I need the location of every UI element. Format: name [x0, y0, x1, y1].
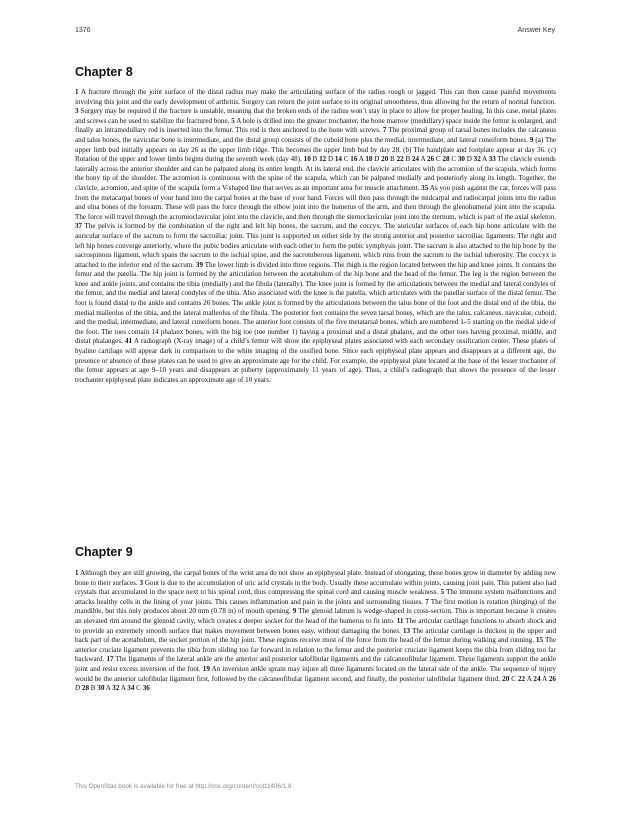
answer-text: A: [420, 155, 426, 164]
answer-item: [304, 155, 318, 163]
answer-text: A: [358, 155, 364, 164]
answer-text: A hole is drilled into the greater trochanter, the bone marrow (medullary) space inside the femur is enlarged, and finally an intramedullary rod is inserted into the femur. This rod is then anchored to the bone with screws.: [75, 116, 556, 135]
answer-item: [75, 88, 556, 106]
running-header-title: Answer Key: [517, 27, 555, 34]
answer-text: C: [451, 155, 457, 164]
answer-item: [533, 675, 546, 683]
answer-item: [442, 155, 456, 163]
answer-number: 24: [533, 674, 541, 683]
answer-text: Surgery may be required if the fracture is unstable, meaning that the broken ends of the radius won’t stay in place to allow for proper healing. In this case, metal plates and screws can be used to stabilize the fractured bone.: [75, 107, 556, 125]
answer-text: The pelvis is formed by the combination of the right and left hip bones, the sacrum, and the coccyx. The auricular surfaces of each hip bone articulate with the auricular surface of the sacrum to form the sacroiliac joint. This joint is supported on either side by the strong anterior and posterior sacroiliac ligaments. The right and left hip bones converge anteriorly, where the pubic bodies articulate with each other to form the pubic symphysis joint. The sacrum is also attached to the hip bone by the sacrospinous ligament, which spans the sacrum to the ischial spine, and the sacrotuberous ligament, which runs from the sacrum to the ischial tuberosity. The coccyx is attached to the inferior end of the sacrum.: [75, 222, 556, 269]
answer-text: A: [120, 684, 126, 693]
answer-text: (a) The upper limb bud initially appears on day 26 as the upper limb ridge. This becomes the upper limb bud by day 28. (b) The handplate and footplate appear at day 36. (c) Rotation of the upper and lower limbs begins during the seventh week (day 48).: [75, 135, 557, 164]
answer-number: 3: [75, 107, 79, 116]
answer-number: 30: [457, 155, 465, 164]
chapter-9-title: Chapter 9: [75, 545, 133, 559]
answer-number: 17: [106, 655, 114, 664]
answer-item: [112, 684, 125, 692]
answer-number: 14: [334, 155, 342, 164]
answer-text: The anterior cruciate ligament prevents the tibia from sliding too far forward in relation to the femur and the posterior cruciate ligament keeps the tibia from sliding too far backward.: [75, 636, 556, 664]
answer-number: 32: [112, 684, 120, 693]
answer-number: 35: [421, 183, 429, 192]
answer-item: [427, 155, 441, 163]
answer-number: 13: [402, 626, 411, 635]
answer-item: [335, 155, 349, 163]
answer-number: 26: [427, 155, 435, 164]
answer-number: 5: [440, 588, 445, 597]
answer-item: [350, 155, 363, 163]
answer-text: As you push against the car, forces will pass from the metacarpal bones of your hand into the carpal bones at the base of your hand. Forces will then pass through the midcarpal and radiocarpal joints into the radius and ulna bones of the forearm. These will pass the force through the elbow joint into the humerus of the arm, and then through the glenohumeral joint into the scapula. The force will travel through the acromioclavicular joint into the clavicle, and then through the sternoclavicular joint into the sternum, which is part of the axial skeleton.: [75, 183, 556, 221]
answer-number: 12: [319, 155, 327, 164]
answer-text: Gout is due to the accumulation of uric acid crystals in the body. Usually these accumulate within joints, causing joint pain. This patient also had crystals that accumulated in the space next to his spinal cord, thus compressing the spinal cord and causing muscle weakness.: [75, 578, 557, 597]
answer-item: [458, 155, 472, 163]
answer-text: D: [327, 155, 334, 164]
answer-number: 11: [396, 616, 404, 625]
answer-text: The first motion is rotation (hinging) of the mandible, but this only produces about 20 mm (0.78 in) of mouth opening.: [75, 597, 556, 616]
answer-text: A fracture through the joint surface of the distal radius may make the articulating surface of the radius rough or jagged. This can then cause painful movements involving this joint and the early development of arthritis. Surgery can return the joint surface to its original smoothness, thus allowing for the return of normal function.: [75, 88, 556, 106]
answer-text: A: [105, 684, 111, 693]
answer-text: A: [482, 155, 487, 164]
answer-number: 1: [75, 569, 79, 577]
answer-text: The lower limb is divided into three regions. The thigh is the region located between the hip and knee joints. It contains the femur and the patella. The hip joint is formed by the articulation between the acetabulum of the hip bone and the head of the femur. The leg is the region between the knee and ankle joints, and contains the tibia (medially) and the fibula (laterally). The knee joint is formed by the articulations between the medial and lateral condyles of the femur, and the medial and lateral condyles of the tibia. Also associated with the knee is the patella, which articulates with the patellar surface of the distal femur. The foot is found distal to the ankle and contains 26 bones. The ankle joint is formed by the articulations between the talus bone of the foot and the distal end of the tibia, the medial malleolus of the tibia, and the lateral malleolus of the fibula. The posterior foot contains the seven tarsal bones, which are the talus, calcaneus, navicular, cuboid, and the medial, intermediate, and lateral cuneiform bones. The anterior foot consists of the five metatarsal bones, which are numbered 1–5 starting on the medial side of the foot. The toes contain 14 phalanx bones, with the big toe (toe number 1) having a proximal and a distal phalanx, and the other toes having proximal, middle, and distal phalanges.: [75, 260, 556, 346]
page-header: [75, 27, 555, 39]
answer-number: 33: [488, 155, 496, 164]
answer-number: 10: [303, 155, 311, 164]
answer-item: [397, 155, 411, 163]
answer-number: 19: [202, 664, 210, 673]
answer-number: 28: [81, 684, 89, 693]
answer-number: 18: [365, 155, 373, 164]
answer-item: [82, 684, 96, 692]
answer-text: C: [435, 155, 441, 164]
answer-number: 20: [502, 674, 510, 683]
answer-number: 28: [442, 155, 450, 164]
page-number: 1376: [75, 27, 91, 34]
answer-item: [474, 155, 487, 163]
answer-item: [381, 155, 395, 163]
answer-item: [365, 155, 379, 163]
answer-number: 16: [350, 155, 358, 164]
answer-text: An inversion ankle sprain may injure all three ligaments located on the lateral side of the ankle. The sequence of injury would be the anterior talofibular ligament first, followed by the calcaneofibular ligament second, and finally, the posterior talofibular ligament third.: [75, 664, 556, 683]
answer-number: 26: [548, 674, 556, 683]
chapter-9-answers: [75, 569, 556, 694]
answer-number: 3: [139, 578, 144, 587]
answer-item: [518, 675, 531, 683]
answer-item: [97, 684, 110, 692]
answer-text: The immune system malfunctions and attacks healthy cells in the lining of your joints. This causes inflammation and pain in the joints and surrounding tissues.: [75, 588, 556, 606]
answer-number: 22: [396, 155, 404, 164]
answer-number: 39: [195, 260, 203, 269]
answer-number: 9: [529, 135, 534, 144]
answer-item: [502, 675, 516, 683]
answer-text: The clavicle extends laterally across the anterior shoulder and can be palpated along its entire length. At its lateral end, the clavicle articulates with the acromion of the scapula, which forms the bony tip of the shoulder. The acromion is continuous with the spine of the scapula, which can be palpated medially and posteriorly along its length. Together, the clavicle, acromion, and spine of the scapula form a V-shaped line that serves as an important area for muscle attachment.: [75, 155, 556, 192]
answer-item: [143, 684, 150, 692]
answer-text: C: [511, 674, 516, 683]
answer-text: B: [390, 155, 395, 164]
answer-number: 22: [517, 674, 526, 683]
answer-text: The ligaments of the lateral ankle are the anterior and posterior talofibular ligaments and the calcaneofibular ligament. These ligaments support the ankle joint and resist excess inversion of the foot.: [75, 655, 556, 673]
answer-number: 30: [97, 684, 105, 693]
answer-text: The proximal group of tarsal bones includes the calcaneus and talus bones, the navicular bone is intermediate, and the distal group consists of the cuboid bone plus the medial, intermediate, and lateral cuneiform bones.: [75, 126, 556, 144]
answer-number: 1: [75, 88, 79, 96]
answer-number: 9: [292, 607, 297, 616]
answer-number: 5: [231, 116, 235, 125]
answer-text: D: [466, 155, 472, 164]
page-footer: This OpenStax book is available for free at http://cnx.org/content/col11496/1.8: [75, 783, 292, 790]
answer-text: A: [542, 674, 547, 683]
answer-number: 36: [142, 684, 150, 693]
answer-text: A radiograph (X-ray image) of a child’s femur will show the epiphyseal plates associated with each secondary ossification center. These plates of hyaline cartilage will appear dark in comparison to the white imaging of the ossified bone. Since each epiphyseal plate appears and disappears at a different age, the presence or absence of these plates can be used to give an approximate age for the child. For example, the epiphyseal plate located at the base of the lesser trochanter of the femur appears at age 9–10 years and disappears at puberty (approximately 11 years of age). Thus, a child’s radiograph that shows the presence of the lesser trochanter epiphyseal plate indicates an approximate age of 10 years.: [75, 337, 557, 384]
answer-text: C: [343, 155, 349, 164]
chapter-8-title: Chapter 8: [75, 65, 133, 79]
answer-item: [75, 261, 556, 346]
answer-text: The glenoid labrum is wedge-shaped in cross-section. This is important because it creates an elevated rim around the glenoid cavity, which creates a deeper socket for the head of the humerus to fit into.: [75, 607, 557, 625]
answer-item: [75, 337, 556, 383]
answer-text: B: [405, 155, 411, 164]
answer-number: 32: [473, 155, 481, 164]
answer-text: D: [75, 684, 81, 693]
answer-number: 34: [127, 684, 135, 693]
answer-text: C: [136, 684, 141, 693]
answer-number: 7: [425, 597, 429, 606]
answer-text: A: [526, 674, 532, 683]
answer-text: The articular cartilage functions to absorb shock and to provide an extremely smooth surface that makes movement between bones easy, without damaging the bones.: [75, 616, 556, 635]
answer-text: B: [90, 684, 96, 693]
answer-number: 24: [411, 155, 420, 164]
answer-text: D: [374, 155, 380, 164]
answer-text: Although they are still growing, the carpal bones of the wrist area do not show an epiphyseal plate. Instead of elongating, these bones grow in diameter by adding new bone to their surfaces.: [75, 569, 557, 587]
answer-text: B: [312, 155, 318, 164]
chapter-8-answers: [75, 88, 556, 385]
answer-number: 7: [382, 126, 387, 135]
answer-item: [319, 155, 333, 163]
answer-number: 20: [381, 155, 389, 164]
answer-number: 15: [535, 636, 544, 645]
answer-item: [412, 155, 425, 163]
answer-item: [127, 684, 141, 692]
answer-number: 41: [125, 337, 133, 346]
answer-text: The articular cartilage is thickest in the upper and back part of the acetabulum, the socket portion of the hip joint. These regions receive most of the force from the head of the femur during walking and running.: [75, 626, 556, 645]
answer-number: 37: [75, 222, 83, 231]
